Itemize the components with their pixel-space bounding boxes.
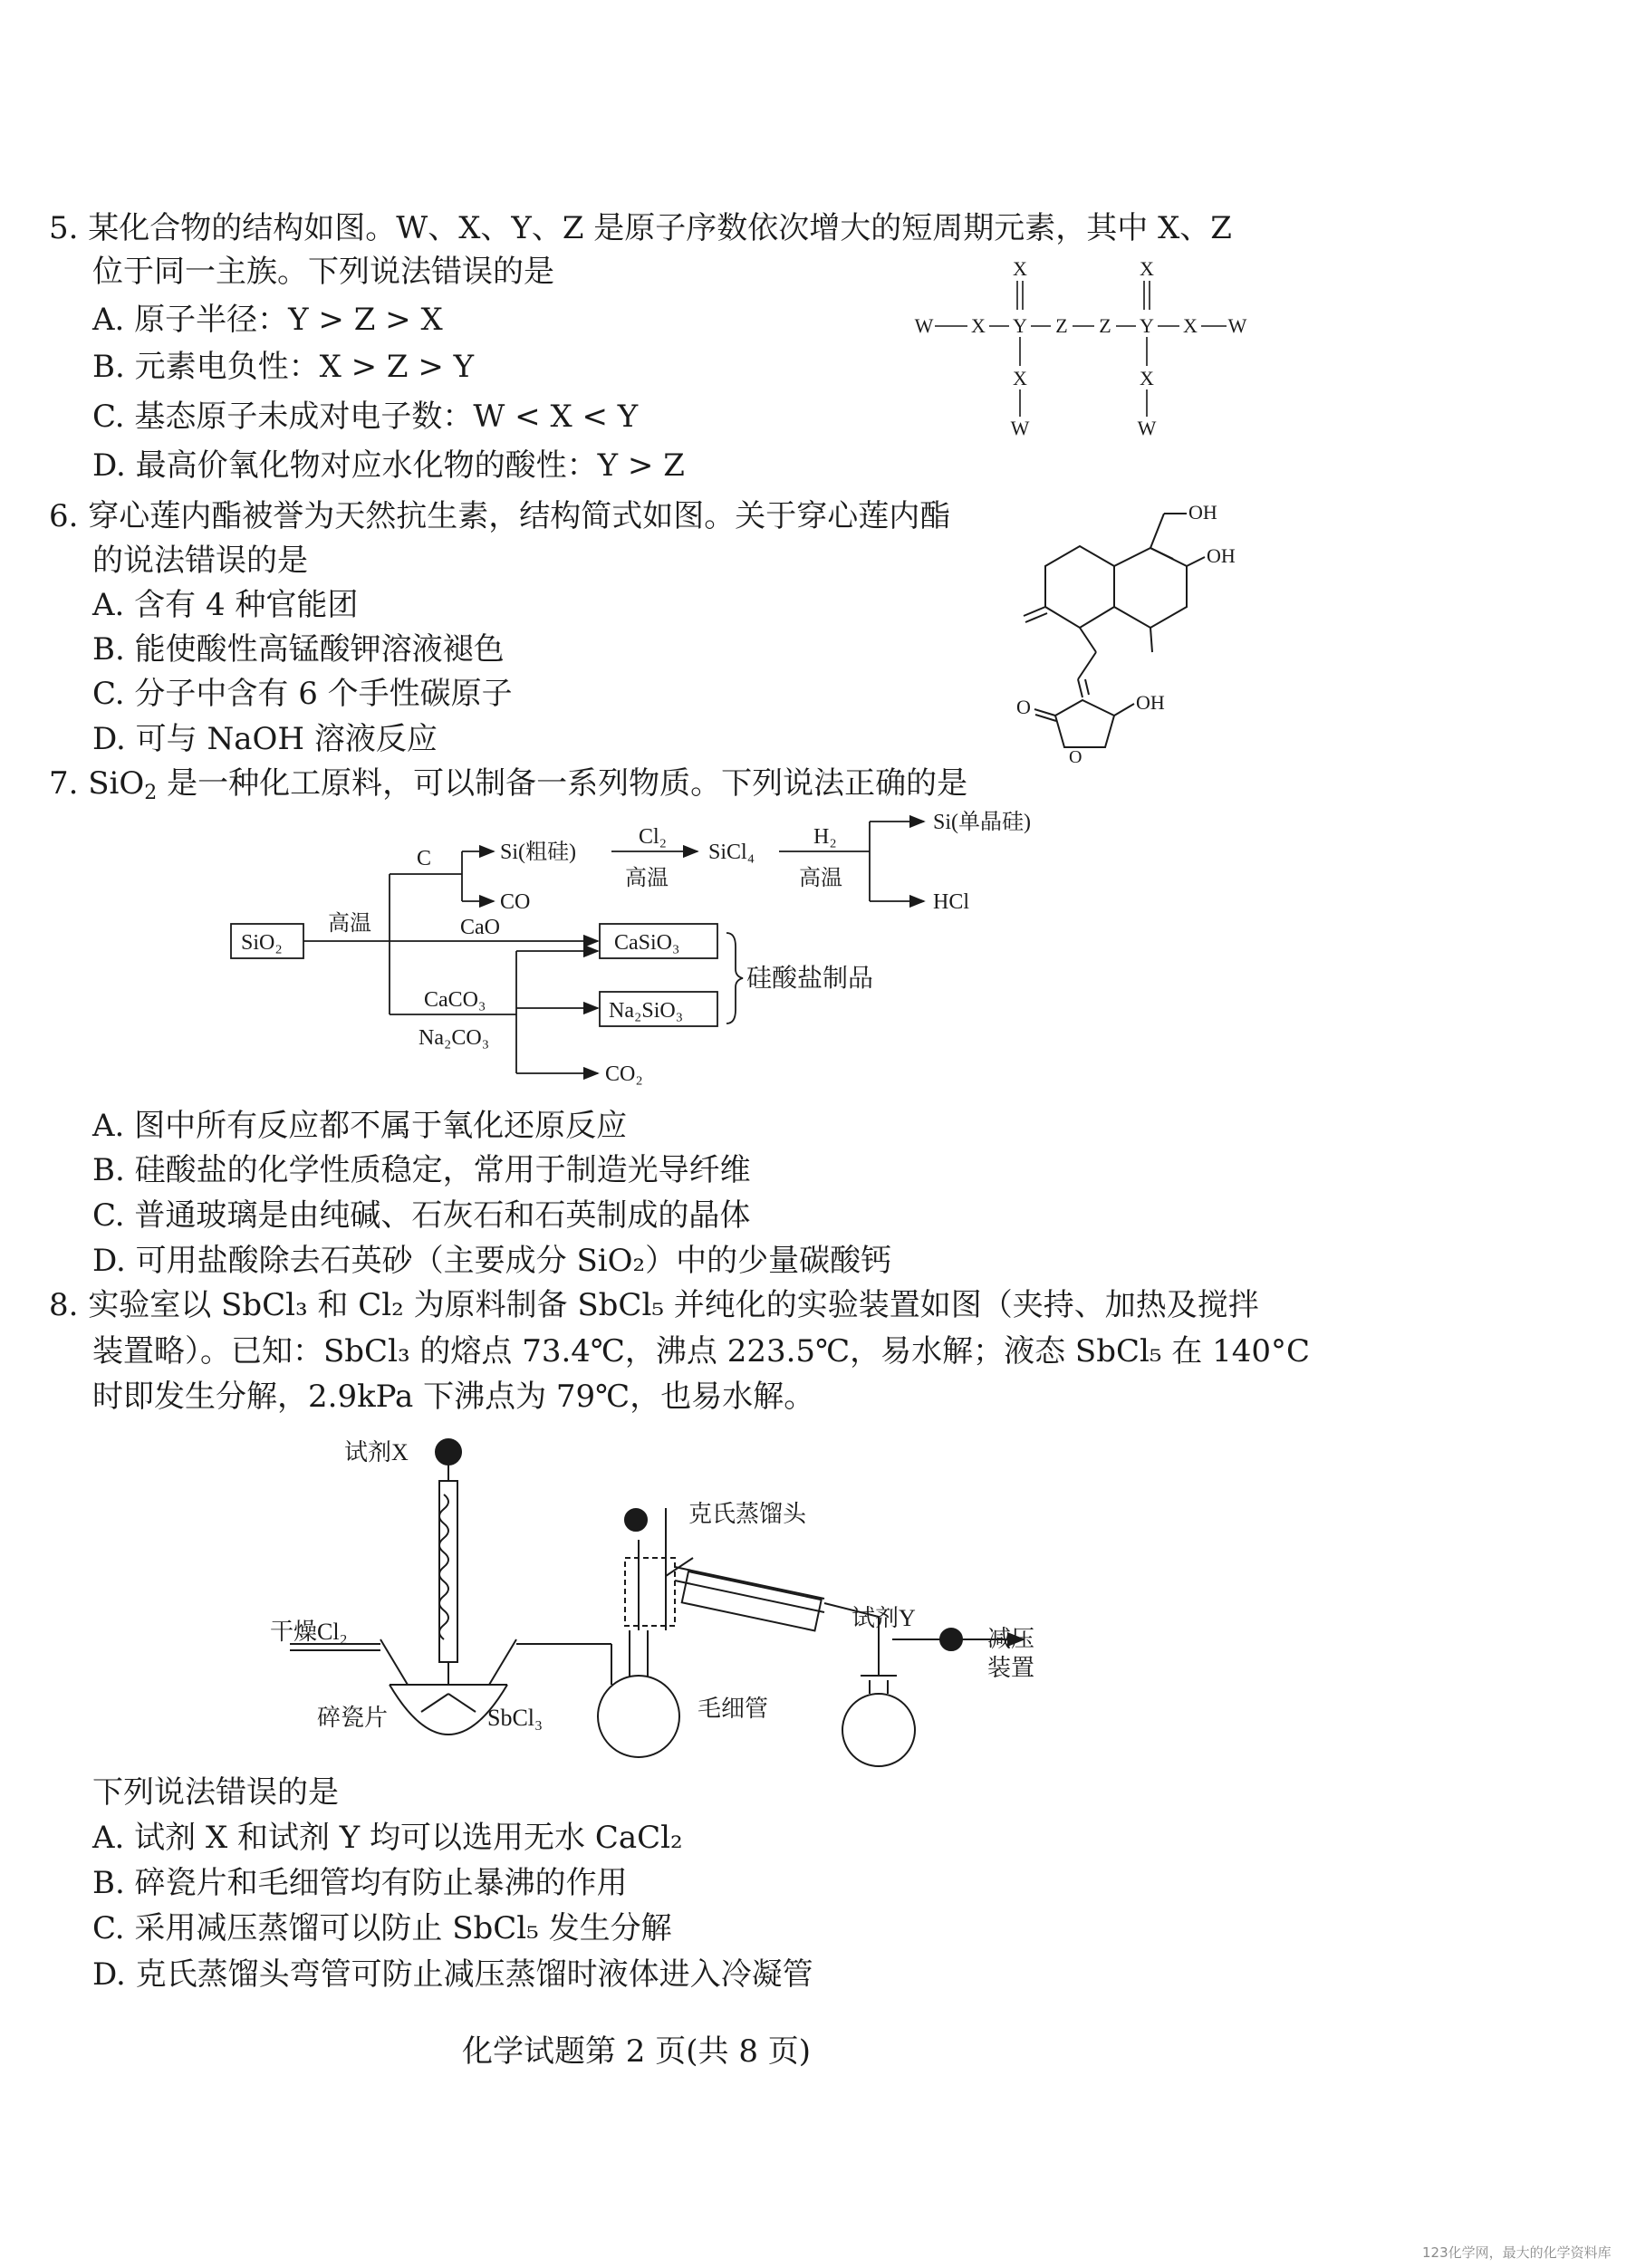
q5-w-left: W xyxy=(914,314,934,337)
q7-hcl: HCl xyxy=(933,890,970,914)
q6-andrographolide-structure xyxy=(1015,494,1268,765)
q8-porcelain: 碎瓷片 xyxy=(317,1705,389,1731)
q7-option-b: B. 硅酸盐的化学性质稳定，常用于制造光导纤维 xyxy=(92,1152,751,1188)
q6-option-c: C. 分子中含有 6 个手性碳原子 xyxy=(92,676,513,712)
q5-bonds xyxy=(935,281,1227,417)
q5-x-right: X xyxy=(1183,314,1198,337)
q7-stem-post: 是一种化工原料，可以制备一系列物质。下列说法正确的是 xyxy=(157,765,968,802)
q7-reaction-flow-diagram xyxy=(226,811,1132,1091)
q7-na2sio3: Na₂SiO₃ xyxy=(609,999,684,1023)
page-footer: 化学试题第 2 页(共 8 页) xyxy=(462,2033,812,2070)
q8-reagent-x: 试剂X xyxy=(344,1439,409,1466)
q7-si-crude: Si(粗硅) xyxy=(500,841,576,864)
q5-x-bottom1: X xyxy=(1013,367,1027,389)
q5-x-top1: X xyxy=(1013,257,1027,280)
q8-dry-cl2: 干燥Cl₂ xyxy=(270,1619,348,1645)
q7-cl2: Cl₂ xyxy=(639,825,668,849)
q8-option-b: B. 碎瓷片和毛细管均有防止暴沸的作用 xyxy=(92,1865,628,1901)
q5-w-right: W xyxy=(1227,314,1247,337)
q7-option-d: D. 可用盐酸除去石英砂（主要成分 SiO₂）中的少量碳酸钙 xyxy=(92,1243,892,1279)
q6-option-a: A. 含有 4 种官能团 xyxy=(92,587,359,623)
q7-stem-pre: 7. SiO xyxy=(49,765,145,802)
q8-apparatus-diagram xyxy=(263,1422,1042,1784)
q8-stem-line2: 装置略）。已知：SbCl₃ 的熔点 73.4℃，沸点 223.5℃，易水解；液态 SbCl₅ 在 140°C xyxy=(92,1333,1311,1369)
q5-z-right: Z xyxy=(1099,314,1111,337)
q7-option-c: C. 普通玻璃是由纯碱、石灰石和石英制成的晶体 xyxy=(92,1197,751,1234)
q7-gaowen2: 高温 xyxy=(625,867,669,890)
q6-oh-ring: OH xyxy=(1207,544,1236,567)
q7-na2co3: Na₂CO₃ xyxy=(419,1026,490,1050)
q5-stem-line1: 5. 某化合物的结构如图。W、X、Y、Z 是原子序数依次增大的短周期元素，其中 X、Z xyxy=(49,210,1232,246)
q6-o-ring: O xyxy=(1069,747,1082,767)
q5-option-c: C. 基态原子未成对电子数：W < X < Y xyxy=(92,399,639,435)
q8-reduced-pressure-1: 减压 xyxy=(987,1626,1035,1652)
q5-stem-line2: 位于同一主族。下列说法错误的是 xyxy=(92,254,554,290)
q8-capillary: 毛细管 xyxy=(698,1696,769,1722)
q8-option-c: C. 采用减压蒸馏可以防止 SbCl₅ 发生分解 xyxy=(92,1910,672,1946)
q5-y-right: Y xyxy=(1140,314,1154,337)
q8-question-stem: 下列说法错误的是 xyxy=(92,1774,339,1811)
q7-co2: CO₂ xyxy=(605,1062,643,1086)
q8-sbcl3: SbCl₃ xyxy=(487,1705,544,1731)
q7-c: C xyxy=(417,847,432,870)
q5-structure-diagram xyxy=(906,254,1286,453)
q8-stem-line3: 时即发生分解，2.9kPa 下沸点为 79℃，也易水解。 xyxy=(92,1379,815,1415)
watermark: 123化学网，最大的化学资料库 xyxy=(1422,2244,1612,2261)
q7-option-a: A. 图中所有反应都不属于氧化还原反应 xyxy=(92,1108,628,1144)
q5-x-top2: X xyxy=(1140,257,1154,280)
q7-sio2: SiO₂ xyxy=(241,931,283,955)
q5-option-b: B. 元素电负性：X > Z > Y xyxy=(92,349,475,385)
q5-y-left: Y xyxy=(1013,314,1027,337)
q8-option-a: A. 试剂 X 和试剂 Y 均可以选用无水 CaCl₂ xyxy=(92,1820,683,1856)
q6-stem-line2: 的说法错误的是 xyxy=(92,543,308,579)
q7-casio3: CaSiO₃ xyxy=(614,931,680,955)
q5-option-a: A. 原子半径：Y > Z > X xyxy=(92,302,443,338)
q7-stem-sub: 2 xyxy=(144,782,158,804)
q7-si-single: Si(单晶硅) xyxy=(933,811,1031,834)
q6-oh-lactone: OH xyxy=(1136,691,1165,714)
q6-stem-line1: 6. 穿心莲内酯被誉为天然抗生素，结构简式如图。关于穿心莲内酯 xyxy=(49,498,951,534)
q6-o-carbonyl: O xyxy=(1016,696,1031,718)
q7-gaowen3: 高温 xyxy=(799,867,842,890)
q5-w-bottom1: W xyxy=(1010,417,1030,439)
q7-co: CO xyxy=(500,890,531,914)
q8-reduced-pressure-2: 装置 xyxy=(987,1655,1035,1681)
q7-h2: H₂ xyxy=(813,825,837,849)
q5-x-left: X xyxy=(971,314,986,337)
q6-option-d: D. 可与 NaOH 溶液反应 xyxy=(92,721,438,757)
q7-gaowen: 高温 xyxy=(328,912,371,936)
q7-stem xyxy=(49,765,967,812)
q7-cao: CaO xyxy=(460,916,500,939)
q8-claisen-head: 克氏蒸馏头 xyxy=(688,1501,807,1527)
q8-option-d: D. 克氏蒸馏头弯管可防止减压蒸馏时液体进入冷凝管 xyxy=(92,1956,813,1993)
q7-sicl4: SiCl₄ xyxy=(708,841,755,864)
q8-reagent-y: 试剂Y xyxy=(851,1605,916,1631)
q7-caco3: CaCO₃ xyxy=(424,988,486,1012)
q6-option-b: B. 能使酸性高锰酸钾溶液褪色 xyxy=(92,631,505,668)
q5-w-bottom2: W xyxy=(1137,417,1157,439)
q7-silicate-products: 硅酸盐制品 xyxy=(746,965,874,993)
q5-x-bottom2: X xyxy=(1140,367,1154,389)
q6-oh-top: OH xyxy=(1188,501,1217,524)
q8-stem-line1: 8. 实验室以 SbCl₃ 和 Cl₂ 为原料制备 SbCl₅ 并纯化的实验装置如图（夹持、加热及搅拌 xyxy=(49,1287,1259,1323)
q5-z-left: Z xyxy=(1055,314,1068,337)
q5-option-d: D. 最高价氧化物对应水化物的酸性：Y > Z xyxy=(92,447,685,484)
